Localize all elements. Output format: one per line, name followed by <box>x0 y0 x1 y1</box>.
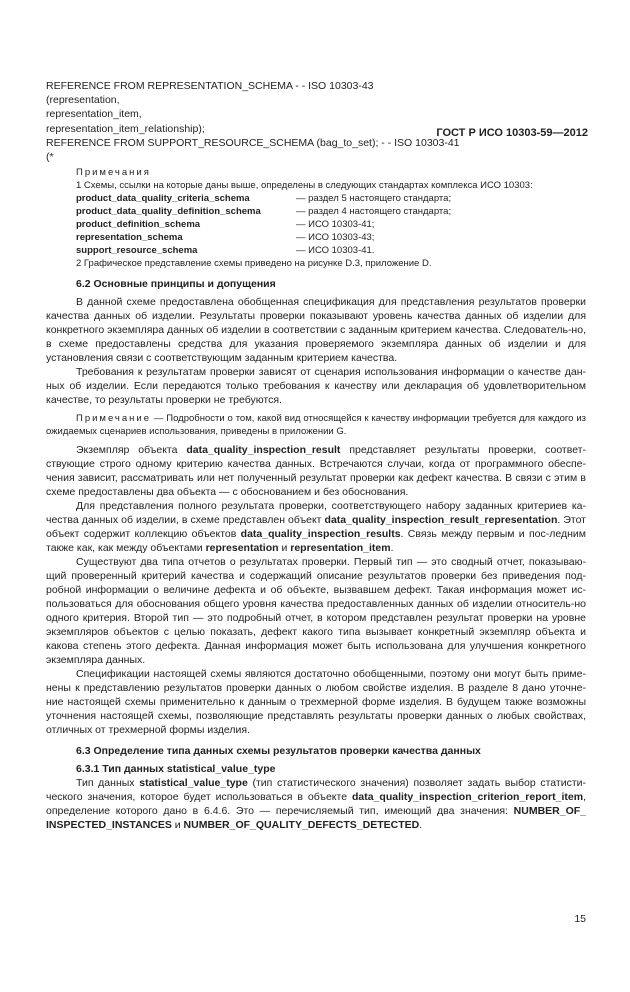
note-paragraph <box>46 412 586 438</box>
schema-row: representation_schema — ИСО 10303-43; <box>76 232 375 244</box>
notes-label: Примечания <box>76 167 151 179</box>
standard-header: ГОСТ Р ИСО 10303-59—2012 <box>436 127 588 139</box>
entity-name: statistical_value_type <box>139 777 248 790</box>
section-6-2-heading: 6.2 Основные принципы и допущения <box>76 278 276 291</box>
express-code-block <box>46 79 586 164</box>
code-line: (representation, <box>46 94 120 107</box>
entity-name: data_quality_inspection_result <box>186 444 341 457</box>
note-item-2: 2 Графическое представление схемы приведено на рисунке D.3, приложение D. <box>76 258 432 270</box>
code-line: (* <box>46 151 54 164</box>
note-label: Примечание <box>76 413 151 425</box>
paragraph: Спецификации настоящей схемы являются достаточно обобщенными, поэтому они могут быть приме-нены к представлению результатов проверки данных о любом свойстве изделия. В разделе 8 дано уточне-ние настоящей схемы применительно к данным о трехмерной форме изделия. В будущем также возможны уточнения настоящей схемы, позволяющие представлять результаты проверки данных о любых свойствах, отличных от трехмерной формы изделия. <box>46 668 586 737</box>
section-6-3-1-heading: 6.3.1 Тип данных statistical_value_type <box>76 763 276 776</box>
enum-value: NUMBER_OF_ INSPECTED_INSTANCES <box>46 805 586 832</box>
paragraph: Требования к результатам проверки зависят от сценария использования информации о качестве дан-ных об изделии. Если передаются только требования к качеству или декларация об удовлетворительном качестве, то результаты проверки не требуются. <box>46 366 586 407</box>
entity-name: representation_item <box>290 542 391 555</box>
paragraph: В данной схеме предоставлена обобщенная спецификация для представления результатов проверки качества данных об изделии. Результаты проверки показывают уровень качества данных об изделии для конкретного экземпляра данных об изделии в соответствии с заданным критерием качества. Следователь-но, в схеме предоставлены средства для указания проверяемого экземпляра данных об изделии и для установления связи с соответствующим заданным критерием качества. <box>46 296 586 365</box>
entity-name: data_quality_inspection_result_representation <box>324 514 558 527</box>
document-page <box>0 79 630 992</box>
code-line: REFERENCE FROM REPRESENTATION_SCHEMA - - ISO 10303-43 <box>46 80 374 92</box>
schema-reference-table <box>76 192 451 257</box>
code-line: representation_item, <box>46 108 142 121</box>
code-line: REFERENCE FROM SUPPORT_RESOURCE_SCHEMA (bag_to_set); - - ISO 10303-41 <box>46 136 460 149</box>
entity-name: representation <box>205 542 279 555</box>
paragraph: Существуют два типа отчетов о результатах проверки. Первый тип — это сводный отчет, показываю-щий проверенный критерий качества и содержащий описание результатов проверки без приведения под-робной информации о величине дефекта и об объекте, вызвавшем дефект. Такая информация может ис-пользоваться для обоснования общего уровня качества предоставленных данных об изделии относитель-но одного критерия. Второй тип — это подробный отчет, в котором представлен результат проверки на уровне экземпляров объектов с целью показать, дефект какого типа вызывает конкретный экземпляр объекта и какова степень этого дефекта. Данная информация может быть использована для улучшения конкретного экземпляра данных. <box>46 556 586 667</box>
section-6-3-heading: 6.3 Определение типа данных схемы результатов проверки качества данных <box>76 745 481 758</box>
note-text: — Подробности о том, какой вид относящейся к качеству информации требуется для каждого из ожидаемых сценариев использования, приведены в приложении G. <box>46 413 586 438</box>
entity-name: data_quality_inspection_criterion_report_item <box>352 791 584 804</box>
schema-row: product_data_quality_definition_schema — раздел 4 настоящего стандарта; <box>76 206 452 218</box>
schema-row: product_data_quality_criteria_schema — раздел 5 настоящего стандарта; <box>76 193 452 205</box>
page-number: 15 <box>574 913 586 925</box>
entity-name: data_quality_inspection_results <box>240 528 401 541</box>
schema-notes <box>46 166 586 270</box>
schema-row: product_definition_schema — ИСО 10303-41; <box>76 219 375 231</box>
schema-row: support_resource_schema — ИСО 10303-41. <box>76 245 375 257</box>
code-line: representation_item_relationship); <box>46 122 205 135</box>
enum-value: NUMBER_OF_QUALITY_DEFECTS_DETECTED <box>183 819 420 832</box>
paragraph: Для представления полного результата проверки, соответствующего набору заданных критериев ка-чества данных об изделии, в схеме представлен объект data_quality_inspection_result_representation. Этот объект содержит коллекцию объектов data_quality_inspection_results. Связь между первым и пос-ледним также как, как между объектами representation и representation_item. <box>46 500 586 555</box>
note-item-1: 1 Схемы, ссылки на которые даны выше, определены в следующих стандартах комплекса ИСО 10303: <box>76 180 533 192</box>
paragraph: Экземпляр объекта data_quality_inspection_result представляет результаты проверки, соответ-ствующие строго одному критерию качества данных. Встречаются случаи, когда от программного обеспе-чения зависит, рассматривать или нет полученный результат проверки как дефект качества. В связи с этим в схеме предоставлены два объекта — с обоснованием и без обоснования. <box>46 444 586 499</box>
paragraph: Тип данных statistical_value_type (тип статистического значения) позволяет задать выбор статисти-ческого значения, которое будет использоваться в объекте data_quality_inspection_criterion_report_item, определение которого дано в 6.4.6. Это — перечисляемый тип, имеющий два значения: NUMBER_OF_ INSPECTED_INSTANCES и NUMBER_OF_QUALITY_DEFECTS_DETECTED. <box>46 777 587 832</box>
